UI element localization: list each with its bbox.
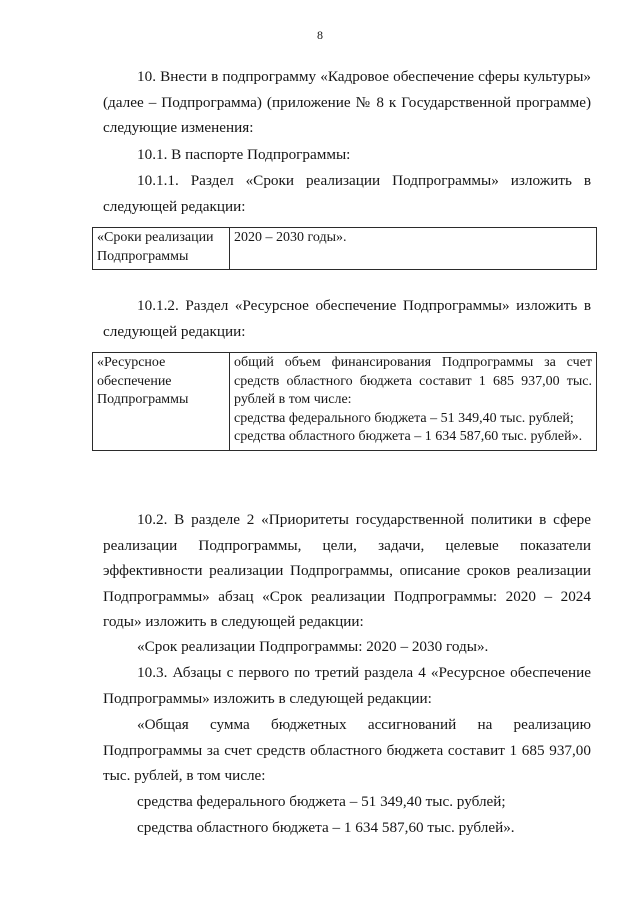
- funding-total: общий объем финансирования Подпрограммы за счет средств областного бюджета составит 1 685 937,00 тыс. рублей в том числе:: [234, 355, 592, 407]
- funding-regional: средства областного бюджета – 1 634 587,60 тыс. рублей».: [234, 429, 583, 444]
- table-cell-value: 2020 – 2030 годы».: [230, 228, 597, 270]
- table-row: [93, 353, 597, 451]
- table-deadlines: [92, 227, 597, 270]
- table-row: [93, 228, 597, 270]
- table-cell-label: «Сроки реализации Подпрограммы: [93, 228, 230, 270]
- table-resources: [92, 352, 597, 451]
- paragraph-10-1-2: 10.1.2. Раздел «Ресурсное обеспечение Подпрограммы» изложить в следующей редакции:: [103, 297, 591, 340]
- paragraph-10-3: 10.3. Абзацы с первого по третий раздела 4 «Ресурсное обеспечение Подпрограммы» изложить в следующей редакции:: [103, 664, 591, 707]
- paragraph-10-1: 10.1. В паспорте Подпрограммы:: [137, 146, 351, 163]
- quote-10-3-total: «Общая сумма бюджетных ассигнований на реализацию Подпрограммы за счет средств областного бюджета составит 1 685 937,00 тыс. рублей, в том числе:: [103, 716, 591, 784]
- paragraph-10-1-1: 10.1.1. Раздел «Сроки реализации Подпрограммы» изложить в следующей редакции:: [103, 172, 591, 215]
- paragraph-10: 10. Внести в подпрограмму «Кадровое обеспечение сферы культуры» (далее – Подпрограмма) (приложение № 8 к Государственной программе) следующие изменения:: [103, 68, 591, 136]
- quote-10-2: «Срок реализации Подпрограммы: 2020 – 2030 годы».: [137, 638, 489, 655]
- table-cell-value: [230, 353, 597, 451]
- table-cell-label: «Ресурсное обеспечение Подпрограммы: [93, 353, 230, 451]
- funding-federal: средства федерального бюджета – 51 349,40 тыс. рублей;: [234, 410, 574, 426]
- page-number: 8: [317, 28, 323, 42]
- quote-10-3-regional: средства областного бюджета – 1 634 587,60 тыс. рублей».: [137, 819, 515, 836]
- paragraph-10-2: 10.2. В разделе 2 «Приоритеты государственной политики в сфере реализации Подпрограммы, цели, задачи, целевые показатели эффективности реализации Подпрограммы, описание сроков реализации Подпрограммы» абзац «Срок реализации Подпрограммы: 2020 – 2024 годы» изложить в следующей редакции:: [103, 511, 591, 630]
- quote-10-3-federal: средства федерального бюджета – 51 349,40 тыс. рублей;: [137, 793, 506, 810]
